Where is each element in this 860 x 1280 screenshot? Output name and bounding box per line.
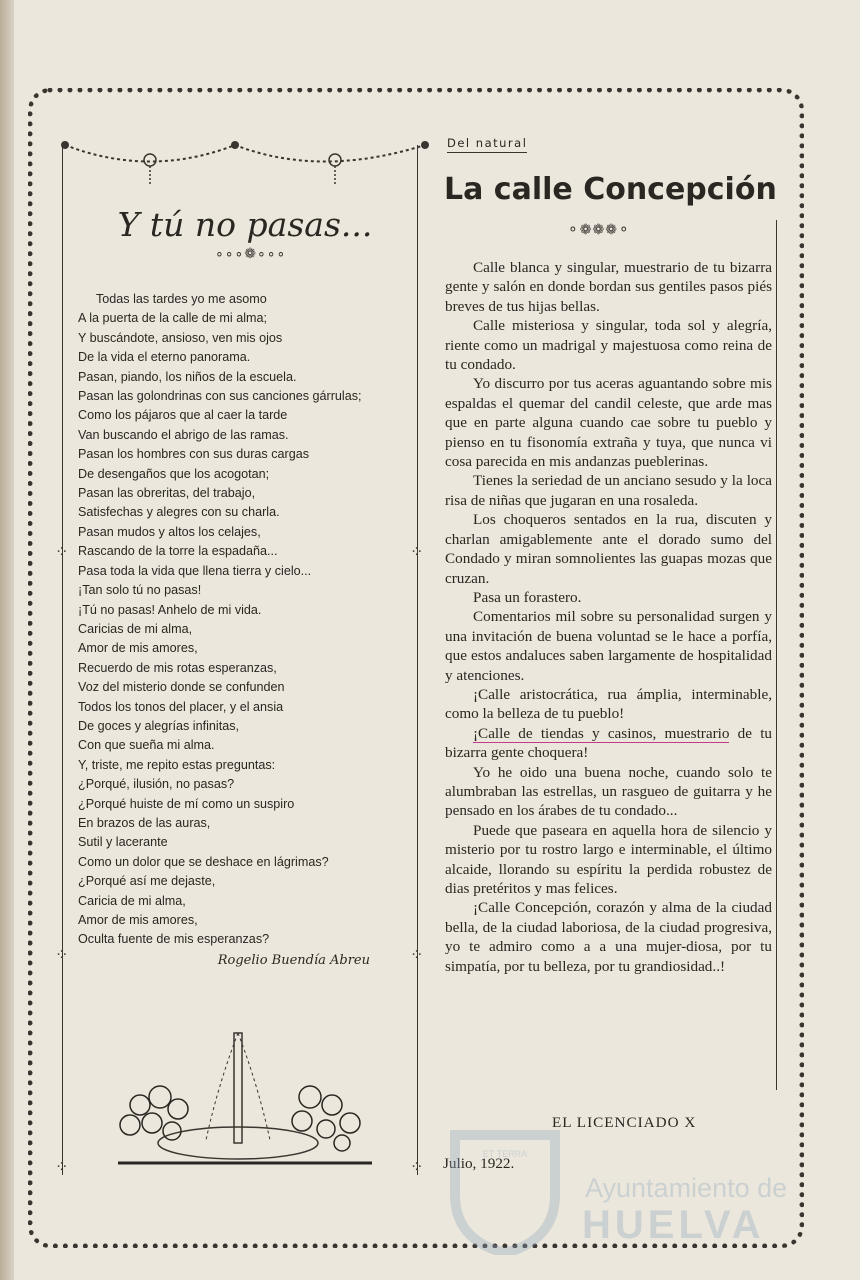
poem-line: Pasan mudos y altos los celajes, [78, 524, 261, 539]
poem-line: Como un dolor que se deshace en lágrimas? [78, 854, 329, 869]
article-body [445, 258, 772, 976]
watermark [445, 1125, 795, 1255]
poem-line: De goces y alegrías infinitas, [78, 718, 240, 733]
poem-line: Pasan las golondrinas con sus canciones gárrulas; [78, 389, 362, 404]
garland-ornament [55, 130, 435, 190]
poem-line: ¡Tú no pasas! Anhelo de mi vida. [78, 602, 262, 617]
poem-line: Amor de mis amores, [78, 913, 198, 927]
poem-title: Y tú no pasas... [117, 205, 373, 244]
poem-line: ¿Porqué así me dejaste, [78, 874, 216, 889]
fountain-illustration [110, 1025, 380, 1175]
article-paragraph: Pasa un forastero. [473, 588, 582, 606]
rule-knot-ornament: ⁘ [410, 1159, 424, 1176]
article-signature: EL LICENCIADO X [552, 1114, 697, 1131]
article-paragraph: Tienes la seriedad de un anciano sesudo y la loca risa de niñas que jugaran en una rosaleda. [445, 472, 772, 509]
rule-knot-ornament: ⁘ [410, 947, 424, 964]
shield-icon [445, 1125, 565, 1255]
section-tag: Del natural [447, 136, 527, 153]
rule-knot-ornament: ⁘ [55, 544, 69, 561]
poem-line: Todos los tonos del placer, y el ansia [78, 699, 284, 714]
poem-line: Pasan, piando, los niños de la escuela. [78, 369, 297, 384]
poem-line: Van buscando el abrigo de las ramas. [78, 427, 289, 442]
center-column-rule [417, 145, 418, 1175]
article-paragraph: Calle blanca y singular, muestrario de tu bizarra gente y salón en donde bordan sus gentiles pasos piés breves de tus hijas bellas. [445, 259, 772, 315]
page-gutter [0, 0, 14, 1280]
poem-line: Amor de mis amores, [78, 641, 198, 656]
poem-line: Caricias de mi alma, [78, 621, 193, 636]
poem-line: Satisfechas y alegres con su charla. [78, 505, 280, 520]
poem-line: ¿Porqué, ilusión, no pasas? [78, 777, 235, 792]
poem-line: Pasan los hombres con sus duras cargas [78, 447, 310, 462]
poem-line: Pasa toda la vida que llena tierra y cielo... [78, 563, 312, 578]
left-column-rule [62, 145, 63, 1175]
poem-line: Oculta fuente de mis esperanzas? [78, 932, 270, 947]
poem-line: Rascando de la torre la espadaña... [78, 544, 278, 559]
poem-line: Y buscándote, ansioso, ven mis ojos [78, 330, 283, 345]
poem-line: De la vida el eterno panorama. [78, 350, 251, 365]
article-date: Julio, 1922. [443, 1155, 515, 1172]
poem-line: De desengaños que los acogotan; [78, 466, 270, 481]
poem-line: Voz del misterio donde se confunden [78, 680, 285, 695]
article-paragraph: Yo he oido una buena noche, cuando solo te alumbraban las estrellas, un rasgueo de guitarra y he pensado en los árabes de tu condado... [445, 763, 772, 820]
rule-knot-ornament: ⁘ [55, 1159, 69, 1176]
article-paragraph: Yo discurro por tus aceras aguantando sobre mis espaldas el quemar del candil celeste, que arde mas que en parte alguna cuando cae sobre tu pueblo y pienso en tu fisonomía extraña y tuya, que nunca vi cosa parecida en mis andanzas pueblerinas. [445, 375, 772, 471]
poem-line: ¡Tan solo tú no pasas! [78, 583, 202, 598]
article-paragraph: ¡Calle Concepción, corazón y alma de la ciudad bella, de la ciudad laboriosa, de la ciudad progresiva, yo te admiro como a a una mujer-diosa, por tu simpatía, por tu belleza, por tu grandiosidad..! [445, 899, 772, 975]
article-paragraph: ¡Calle aristocrática, rua ámplia, interminable, como la belleza de tu pueblo! [445, 685, 772, 723]
poem-line: En brazos de las auras, [78, 815, 211, 830]
poem-line: Con que sueña mi alma. [78, 738, 215, 753]
poem-line: Sutil y lacerante [78, 835, 168, 850]
article-paragraph: Calle misteriosa y singular, toda sol y alegría, riente como un madrigal y majestuosa como reina de tu condado. [445, 317, 772, 374]
right-column-rule [776, 220, 777, 1090]
poem-line: A la puerta de la calle de mi alma; [78, 311, 268, 326]
watermark-line1: Ayuntamiento de [585, 1173, 788, 1203]
rose-ornament-icon: ∘∘∘❁∘∘∘ [215, 247, 287, 262]
article-paragraph: ¡Calle de tiendas y casinos, muestrario de tu bizarra gente choquera! [445, 724, 773, 762]
rule-knot-ornament: ⁘ [410, 544, 424, 561]
poem-line: Como los pájaros que al caer la tarde [78, 408, 288, 423]
poem-line: Pasan las obreritas, del trabajo, [78, 486, 256, 501]
article-title: La calle Concepción [444, 172, 777, 207]
article-paragraph: Comentarios mil sobre su personalidad surgen y una invitación de buena voluntad se le hace a porfía, que estos andaluces saben largamente de hospitalidad y atenciones. [445, 608, 772, 684]
poem-line: Y, triste, me repito estas preguntas: [78, 757, 276, 772]
article-paragraph: Puede que paseara en aquella hora de silencio y misterio por tu rostro largo e interminable, el último alcaide, llorando su espíritu la perdida robustez de dias pretéritos y mas felices. [445, 821, 772, 897]
rose-ornament-icon: ⚬❁❁❁⚬ [567, 223, 631, 238]
article-paragraph: Los choqueros sentados en la rua, discuten y charlan amigablemente ante el dorado sumo del Condado y miran somnolientes las guapas mozas que cruzan. [445, 511, 772, 587]
shield-label: ET TERRA [482, 1149, 528, 1159]
poem-body [78, 290, 408, 950]
poem-line: Caricia de mi alma, [78, 893, 186, 908]
poem-author: Rogelio Buendía Abreu [217, 953, 370, 968]
watermark-line2: HUELVA [582, 1203, 765, 1247]
poem-line: Todas las tardes yo me asomo [96, 292, 267, 306]
highlighted-underline: ¡Calle de tiendas y casinos, muestrario [473, 724, 730, 742]
poem-line: Recuerdo de mis rotas esperanzas, [78, 660, 277, 675]
poem-line: ¿Porqué huiste de mí como un suspiro [78, 796, 295, 811]
rule-knot-ornament: ⁘ [55, 947, 69, 964]
